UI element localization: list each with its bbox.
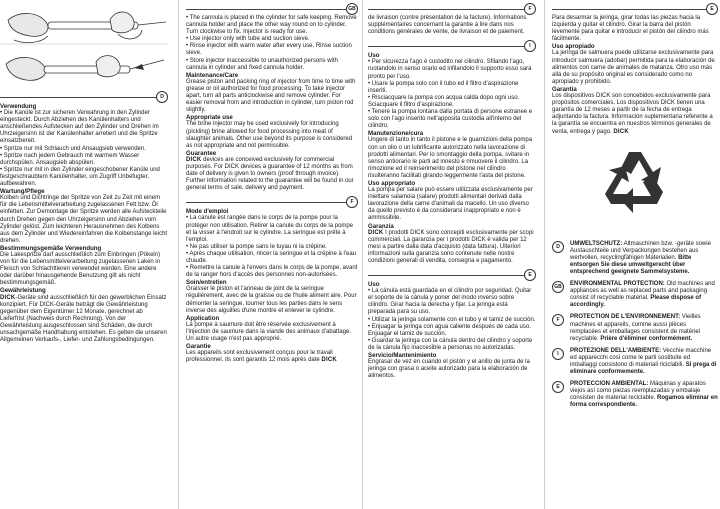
heading-guarantee: Guarantee bbox=[186, 149, 217, 157]
language-badge-e: E bbox=[706, 3, 718, 15]
eco-text: Máquinas y aparatos viejos así como piezas reemplazadas y embalaje consisten de material reciclable. bbox=[570, 381, 706, 402]
heading-servicio: Servicio/Mantenimiento bbox=[368, 352, 437, 360]
paragraph-servicio: Engrasar de vez en cuando el pistón y el anillo de junta de la jeringa con grasa o aceite autorizado para la elaboración de alimentos. bbox=[368, 359, 530, 380]
list-item: • Rinse injector with warm water after every use. Rinse suction sieve. bbox=[186, 43, 358, 57]
eco-notice-e bbox=[552, 381, 718, 409]
eco-instruction: Bitte entsorgen Sie diese umweltgerecht über entsprechend geeignete Sammelsysteme. bbox=[570, 254, 692, 275]
list-item: • Tenere la pompa lontana dalla portata di persone estranee e solo con l'ago inserito nell'apposita custodia all'interno del cilindro. bbox=[368, 109, 536, 130]
paragraph-maintenance: Grease piston and packing ring of injector from time to time with grease or oil authorized for food processing. To take injector apart, turn all parts anticlockwise and remove cylinder. For easier removal from and introduction in cylinder, turn piston rod slightly. bbox=[186, 78, 356, 114]
column-french-italian-spanish bbox=[368, 0, 536, 509]
eco-label: PROTECCION AMBIENTAL: bbox=[570, 381, 649, 388]
eco-text: Altmaschinen bzw. -geräte sowie Austauschteile und Verpackungen bestehen aus wertvollen, recyclingfähigen Materialien. bbox=[570, 240, 711, 261]
environmental-notices bbox=[552, 241, 718, 410]
list-item: • Die Kanüle ist zur sicheren Verwahrung in den Zylinder eingesteckt. Durch Abziehen des Kanülenhalters und anschließendes Aufstecken auf den Zylinder und Drehen im Uhrzeigersinn ist der Kanülenhalter arretiert und die Spritze einsatzbereit. bbox=[0, 110, 168, 145]
heading-manutenzione: Manutenzione/cura bbox=[368, 130, 424, 138]
language-badge-f: F bbox=[524, 3, 536, 15]
list-item: • Store injector inaccessible to unauthorized persons with cannula in cylinder and fixed cannula holder. bbox=[186, 58, 358, 72]
list-item: • Usare la pompa solo con il tubo ed il filtro d'aspirazione inseriti. bbox=[368, 81, 536, 95]
eco-notice-de bbox=[552, 241, 718, 276]
eco-label: PROTECTION DE L'ENVIRONNEMENT: bbox=[570, 314, 681, 321]
heading-gewaehrleistung: Gewährleistung bbox=[0, 287, 46, 295]
language-badge-e: E bbox=[552, 381, 564, 393]
paragraph-uso-appropriato: La pompa per salare può essere utilizzata esclusivamente per iniettare salamoia (salare) prodotti alimentari derivati dalla lavorazione della carne d'animali da macello. Un uso diverso da quello previsto è da considerarsi inappropriato e non è ammissibile. bbox=[368, 187, 533, 222]
list-item: • Guardar la jeringa con la cánula dentro del cilindro y soporte de la cánula fijo inaccesible a personas no autorizadas. bbox=[368, 338, 536, 352]
illustration-injector-assembly bbox=[0, 0, 168, 88]
brand-name: DICK bbox=[186, 156, 202, 163]
paragraph-wartung: Kolben und Dichtringe der Spritze von Zeit zu Zeit mit einem für die Lebensmittelverarbeitung zugelassenen Fett bzw. Öl einfetten. Zur Demontage der Spritze werden alle Aufsteckteile durch Drehen gegen den Uhrzeigersinn und Abziehen vom Zylinder gelöst. Zum leichteren Herausnehmen des Kolbens aus dem Zylinder und Wiedereinfahren die Kolbenstange leicht drehen. bbox=[0, 195, 168, 244]
brand-name: DICK bbox=[368, 229, 384, 236]
language-badge-e: E bbox=[524, 269, 536, 281]
heading-garanzia: Garanzia bbox=[368, 222, 394, 230]
language-badge-f: F bbox=[552, 314, 564, 326]
heading-wartung: Wartung/Pflege bbox=[0, 188, 45, 196]
column-german bbox=[0, 0, 168, 509]
paragraph-application: La pompe à saumure doit être réservée exclusivement à l'injection de saumure dans la viande des animaux d'abattage. Un autre usage n'est pas approprié. bbox=[186, 321, 352, 343]
list-item: • The cannula is placed in the cylinder for safe keeping. Remove cannula holder and place the other way round on to cylinder. Turn clockwise to fix. Injector is ready for use. bbox=[186, 15, 358, 36]
heading-uso-apropiado: Uso apropiado bbox=[552, 43, 595, 51]
paragraph-garantie-cont: de livraison (contre présentation de la facture). Informations supplémentaires concernant la garantie à lire dans nos conditions générales de vente, de livraison et de paiement. bbox=[368, 15, 527, 36]
language-badge-i: I bbox=[524, 40, 536, 52]
paragraph-soin: Graisser le piston et l'anneau de joint de la seringue régulièrement, avec de la graisse ou de l'huile aliment aire. Pour démonter la seringue, tourner tous les parties dans le sens inverse des aiguilles d'une montre et enlever le cylindre. bbox=[186, 286, 357, 314]
language-badge-de: D bbox=[156, 91, 168, 103]
heading-garantie: Garantie bbox=[186, 343, 211, 351]
eco-notice-gb bbox=[552, 281, 718, 309]
brand-name: DICK bbox=[613, 128, 629, 135]
brand-name: DICK bbox=[321, 357, 337, 364]
column-divider bbox=[178, 0, 179, 509]
paragraph-guarantee: DICK devices are conceived exclusively for commercial purposes. For DICK devices a guarantee of 12 months as from date of delivery is given to owners (proof through invoice). Further information related to the guarantee will be found in our general terms of sale, delivery and payment. bbox=[186, 156, 354, 192]
list-item: • Après chaque utilisation, rincer la seringue et la crépine à l'eau chaude. bbox=[186, 251, 358, 265]
eco-notice-f bbox=[552, 314, 718, 342]
brand-name: DICK bbox=[0, 294, 16, 301]
list-item: • Utilizar la jeringa solamente con el tubo y el tamiz de succión. bbox=[368, 317, 536, 324]
heading-bestimmung: Bestimmungsgemäße Verwendung bbox=[0, 244, 102, 252]
heading-mode-emploi: Mode d'emploi bbox=[186, 208, 229, 216]
language-badge-gb: GB bbox=[552, 281, 564, 293]
list-item: • La canule est rangée dans le corps de la pompe pour la protéger non utilisation. Retirer la canule du corps de la pompe et la visser à l'endroit sur le cylindre. La seringue est prête à l'emploi. bbox=[186, 215, 358, 243]
paragraph-bestimmung: Die Lakespritze darf ausschließlich zum Einbringen (Pökeln) von für die Lebensmittelverarbeitung zugelassenen Laken in Fleisch von Schlachttieren verwendet werden. Eine andere oder darüber hinausgehende Benutzung gilt als nicht bestimmungsgemäß. bbox=[0, 251, 161, 287]
language-badge-i: I bbox=[552, 348, 564, 360]
language-badge-de: D bbox=[552, 241, 564, 253]
list-item: • Per sicurezza l'ago è custodito nel cilindro. Sfilando l'ago, ruotandolo in senso orario ed infilandolo il supporto esso sarà pronto per l'uso. bbox=[368, 59, 536, 80]
heading-garantia: Garantía bbox=[552, 85, 577, 93]
eco-instruction: Rogamos eliminar en forma correspondiente. bbox=[570, 395, 718, 409]
paragraph-garantie: Les appareils sont exclusivement conçus pour le travail professionnel. Ils sont garantis 12 mois après date DICK bbox=[186, 350, 337, 364]
column-spanish-recycling bbox=[552, 0, 718, 509]
paragraph-manutenzione: Ungere di tanto in tanto il pistone e le guarnizioni della pompa con un olio o un lubrificante autorizzato nella lavorazione di prodotti alimentari. Per lo smontaggio della pompa, svitare in senso antiorario le parti ad innesto e rimuovere il cilindro. La rimozione ed il reinserimento del pistone nel cilindro risulteranno facilitati girando leggermente l'asta del pistone. bbox=[368, 137, 533, 179]
eco-text: Vecchie macchine ed apparecchi così come le parti sostituite ed imballaggi consistono di materiali riciclabili. bbox=[570, 347, 712, 368]
eco-instruction: Please dispose of accordingly. bbox=[570, 295, 702, 309]
eco-label: ENVIRONMENTAL PROTECTION: bbox=[570, 281, 665, 288]
heading-soin: Soin/entretien bbox=[186, 279, 227, 287]
paragraph-garanzia: DICK I prodotti DICK sono concepiti esclusivamente per scopi commerciali. La garanzia per i prodotti DICK è valida per 12 mesi a partire dalla data d'acquisto (data fattura). Ulteriori informazioni sulla garanzia sono contenute nelle nostre condizioni generali di vendita, consegna e pagamento. bbox=[368, 229, 534, 264]
heading-appropriate-use: Appropriate use bbox=[186, 114, 233, 122]
list-item: • Ne pas utiliser la pompe sans le tuyau ni la crépine. bbox=[186, 244, 358, 251]
eco-instruction: Prière d'éliminer conformément. bbox=[600, 335, 693, 342]
paragraph-garantia: Los dispositivos DICK son concebidos exclusivamente para propósitos comerciales. Los dispositivos DICK tienen una garantía de 12 meses a partir de la fecha de entrega adjuntando la factura. Información suplementaria referente a la garantía se encuentra en nuestros términos generales de venta, entrega y pago. DICK bbox=[552, 93, 713, 135]
language-badge-gb: GB bbox=[346, 3, 358, 15]
heading-maintenance: Maintenance/Care bbox=[186, 71, 239, 79]
heading-uso-es: Uso bbox=[368, 281, 380, 289]
paragraph-appropriate-use: The brine injector may be used exclusively for introducing (pickling) brine allowed for food processing into meat of slaughter animals. Other use beyond its purpose is considered as not appropriate and not permissible. bbox=[186, 121, 353, 149]
heading-verwendung: Verwendung bbox=[0, 103, 37, 110]
heading-uso-appropriato: Uso appropriato bbox=[368, 179, 416, 187]
list-item: • Spritze nach jedem Gebrauch mit warmem Wasser durchspülen. Ansaugsieb abspülen. bbox=[0, 153, 168, 167]
paragraph-uso-apropiado: La jeringa de salmuera puede utilizarse exclusivamente para introducir salmuera (adobar) permitida para la elaboración de alimentos con carne de animales de matanza. Otro uso más allá de su propósito original es considerado como no apropiado y prohibido. bbox=[552, 50, 715, 85]
list-item: • Spritze nur mit in den Zylinder eingeschobener Kanüle und festgeschraubtem Kanülenhalter, um Zugriff Unbefugter, aufbewahren. bbox=[0, 167, 168, 188]
eco-label: PROTEZIONE DELL'AMBIENTE: bbox=[570, 347, 662, 354]
list-item: • Use injector only with tube and suction sieve. bbox=[186, 36, 358, 43]
eco-label: UMWELTSCHUTZ: bbox=[570, 240, 623, 247]
eco-text: Vieilles machines et appareils, comme aussi pièces remplacées et emballages consistent de matériel recyclable. bbox=[570, 314, 701, 342]
recycle-icon bbox=[552, 136, 718, 236]
column-english-french bbox=[186, 0, 358, 509]
list-item: • Spritze nur mit Schlauch und Ansaugsieb verwenden. bbox=[0, 146, 168, 153]
column-divider bbox=[362, 0, 363, 509]
list-item: • Enjuagar la jeringa con agua caliente después de cada uso. Enjuagar el tamiz de succión. bbox=[368, 324, 536, 338]
column-divider bbox=[544, 0, 545, 509]
paragraph-desarmar: Para desarmar la jeringa, girar todas las piezas hacia la izquierda y quitar el cilindro. Girar la barra del pistón levemente para quitar e introducir el pistón del cilindro más fácilmente. bbox=[552, 15, 709, 43]
eco-notice-i bbox=[552, 348, 718, 376]
heading-application: Application bbox=[186, 314, 220, 322]
heading-uso: Uso bbox=[368, 52, 380, 60]
list-item: • Risciacquare la pompa con acqua calda dopo ogni uso. Sciacquare il filtro d'aspirazione. bbox=[368, 95, 536, 109]
language-badge-f: F bbox=[346, 196, 358, 208]
list-item: • La cánula está guardada en el cilindro por seguridad. Quitar el soporte de la cánula y poner del modo inverso sobre cilindro. Girar hacia la derecha y fijar. La jeringa está preparada para su uso. bbox=[368, 288, 536, 316]
eco-text: Old machines and appliances as well as replaced parts and packaging consist of recyclable material. bbox=[570, 281, 715, 302]
list-item: • Remettre la canule à l'envers dans le corps de la pompe, avant de la ranger hors d'accès des personnes non-autorisées. bbox=[186, 265, 358, 279]
paragraph-gewaehrleistung: DICK-Geräte sind ausschließlich für den gewerblichen Einsatz konzipiert. Für DICK-Geräte beträgt die Gewährleistung gegenüber dem Eigentümer 12 Monate, gerechnet ab Lieferfrist (Nachweis durch Rechnung). Von der Gewährleistung ausgeschlossen sind Schäden, die durch unsachgemäße Handhabung entstehen. Es gelten die unseren Allgemeinen Verkaufs-, Liefer- und Zahlungsbedingungen. bbox=[0, 294, 167, 344]
eco-instruction: Si prega di eliminare conformemente. bbox=[570, 362, 717, 376]
